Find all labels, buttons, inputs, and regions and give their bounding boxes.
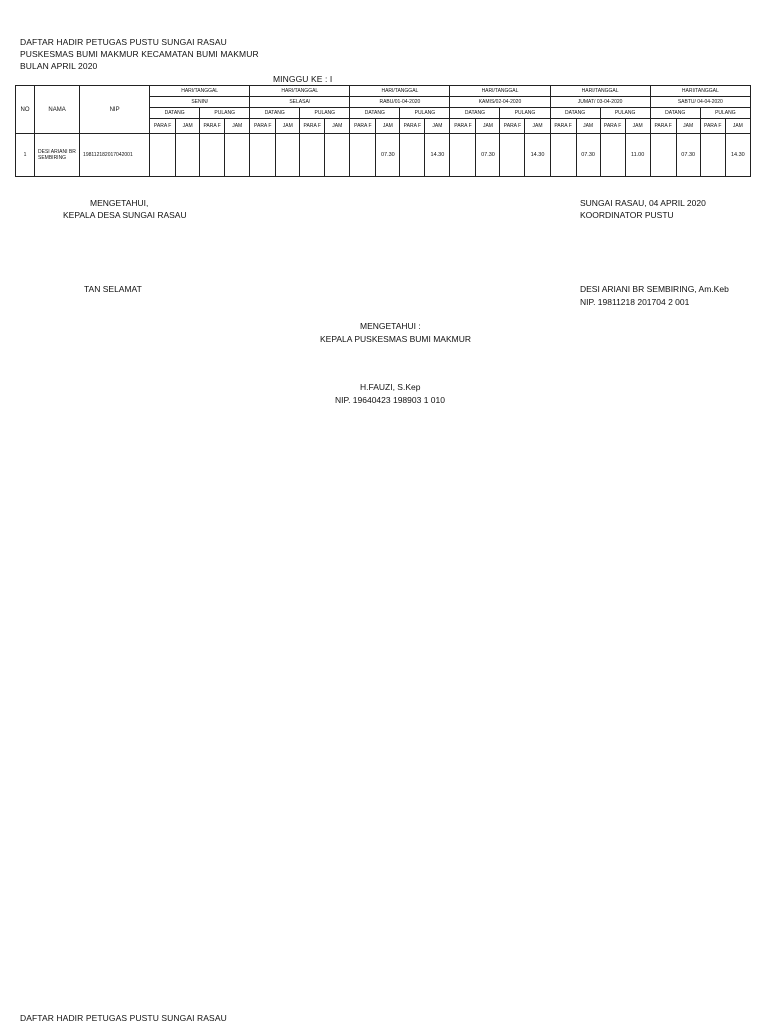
jam-datang-cell: 07.30 [676,134,700,177]
jam-pulang-cell: 14.30 [725,134,750,177]
next-page-title: DAFTAR HADIR PETUGAS PUSTU SUNGAI RASAU [20,1013,227,1023]
day-header-label: HARI/TANGGAL [450,86,550,97]
jam-header: JAM [476,119,500,134]
jam-pulang-cell: 14.30 [525,134,550,177]
paraf-cell [150,134,176,177]
paraf-cell [400,134,425,177]
jam-pulang-cell [325,134,350,177]
jam-header: JAM [676,119,700,134]
right-sign-title: KOORDINATOR PUSTU [580,210,674,220]
paraf-header: PARA F [300,119,325,134]
day-header-label: HARI/TANGGAL [650,86,750,97]
right-sign-nip: NIP. 19811218 201704 2 001 [580,297,690,307]
jam-header: JAM [225,119,250,134]
pulang-header: PULANG [600,108,650,119]
left-sign-title: KEPALA DESA SUNGAI RASAU [63,210,187,220]
row-no: 1 [16,134,35,177]
jam-datang-cell: 07.30 [476,134,500,177]
day-date: SABTU/ 04-04-2020 [650,97,750,108]
paraf-header: PARA F [400,119,425,134]
day-header-label: HARI/TANGGAL [550,86,650,97]
datang-header: DATANG [350,108,400,119]
paraf-header: PARA F [600,119,625,134]
day-date: KAMIS/02-04-2020 [450,97,550,108]
jam-pulang-cell: 14.30 [425,134,450,177]
paraf-cell [450,134,476,177]
day-header-label: HARI/TANGGAL [150,86,250,97]
table-row [16,134,751,177]
day-date: RABU/01-04-2020 [350,97,450,108]
left-sign-label: MENGETAHUI, [90,198,149,208]
row-nip: 198112182017042001 [80,134,150,177]
document-subtitle: PUSKESMAS BUMI MAKMUR KECAMATAN BUMI MAKMUR [20,49,259,59]
pulang-header: PULANG [200,108,250,119]
pulang-header: PULANG [300,108,350,119]
col-header-no: NO [16,86,35,134]
paraf-cell [350,134,376,177]
paraf-cell [700,134,725,177]
col-header-nama: NAMA [35,86,80,134]
jam-header: JAM [376,119,400,134]
pulang-header: PULANG [500,108,550,119]
jam-pulang-cell: 11.00 [625,134,650,177]
paraf-cell [550,134,576,177]
paraf-header: PARA F [150,119,176,134]
jam-header: JAM [525,119,550,134]
jam-datang-cell [276,134,300,177]
datang-header: DATANG [550,108,600,119]
paraf-header: PARA F [450,119,476,134]
paraf-header: PARA F [550,119,576,134]
jam-datang-cell: 07.30 [576,134,600,177]
paraf-cell [600,134,625,177]
paraf-header: PARA F [250,119,276,134]
row-nama: DESI ARIANI BR SEMBIRING [35,134,80,177]
paraf-header: PARA F [500,119,525,134]
jam-pulang-cell [225,134,250,177]
jam-header: JAM [725,119,750,134]
paraf-cell [500,134,525,177]
paraf-cell [250,134,276,177]
attendance-table [15,85,751,177]
paraf-cell [300,134,325,177]
datang-header: DATANG [150,108,200,119]
day-header-label: HARI/TANGGAL [250,86,350,97]
paraf-cell [650,134,676,177]
center-sign-nip: NIP. 19640423 198903 1 010 [335,395,445,405]
day-date: SENIN/ [150,97,250,108]
jam-datang-cell [176,134,200,177]
center-sign-name: H.FAUZI, S.Kep [360,382,421,392]
left-sign-name: TAN SELAMAT [84,284,142,294]
jam-header: JAM [625,119,650,134]
paraf-header: PARA F [650,119,676,134]
jam-datang-cell: 07.30 [376,134,400,177]
day-header-label: HARI/TANGGAL [350,86,450,97]
col-header-nip: NIP [80,86,150,134]
jam-header: JAM [576,119,600,134]
paraf-header: PARA F [200,119,225,134]
pulang-header: PULANG [700,108,750,119]
jam-header: JAM [325,119,350,134]
center-sign-title: KEPALA PUSKESMAS BUMI MAKMUR [320,334,471,344]
paraf-header: PARA F [700,119,725,134]
jam-header: JAM [176,119,200,134]
right-sign-name: DESI ARIANI BR SEMBIRING, Am.Keb [580,284,729,294]
center-sign-label: MENGETAHUI : [360,321,421,331]
jam-header: JAM [276,119,300,134]
jam-header: JAM [425,119,450,134]
week-label: MINGGU KE : I [273,74,333,84]
paraf-header: PARA F [350,119,376,134]
document-month: BULAN APRIL 2020 [20,61,98,71]
paraf-cell [200,134,225,177]
day-date: SELASA/ [250,97,350,108]
day-date: JUMAT/ 03-04-2020 [550,97,650,108]
right-sign-date: SUNGAI RASAU, 04 APRIL 2020 [580,198,706,208]
document-title: DAFTAR HADIR PETUGAS PUSTU SUNGAI RASAU [20,37,227,47]
datang-header: DATANG [650,108,700,119]
datang-header: DATANG [250,108,300,119]
datang-header: DATANG [450,108,500,119]
pulang-header: PULANG [400,108,450,119]
